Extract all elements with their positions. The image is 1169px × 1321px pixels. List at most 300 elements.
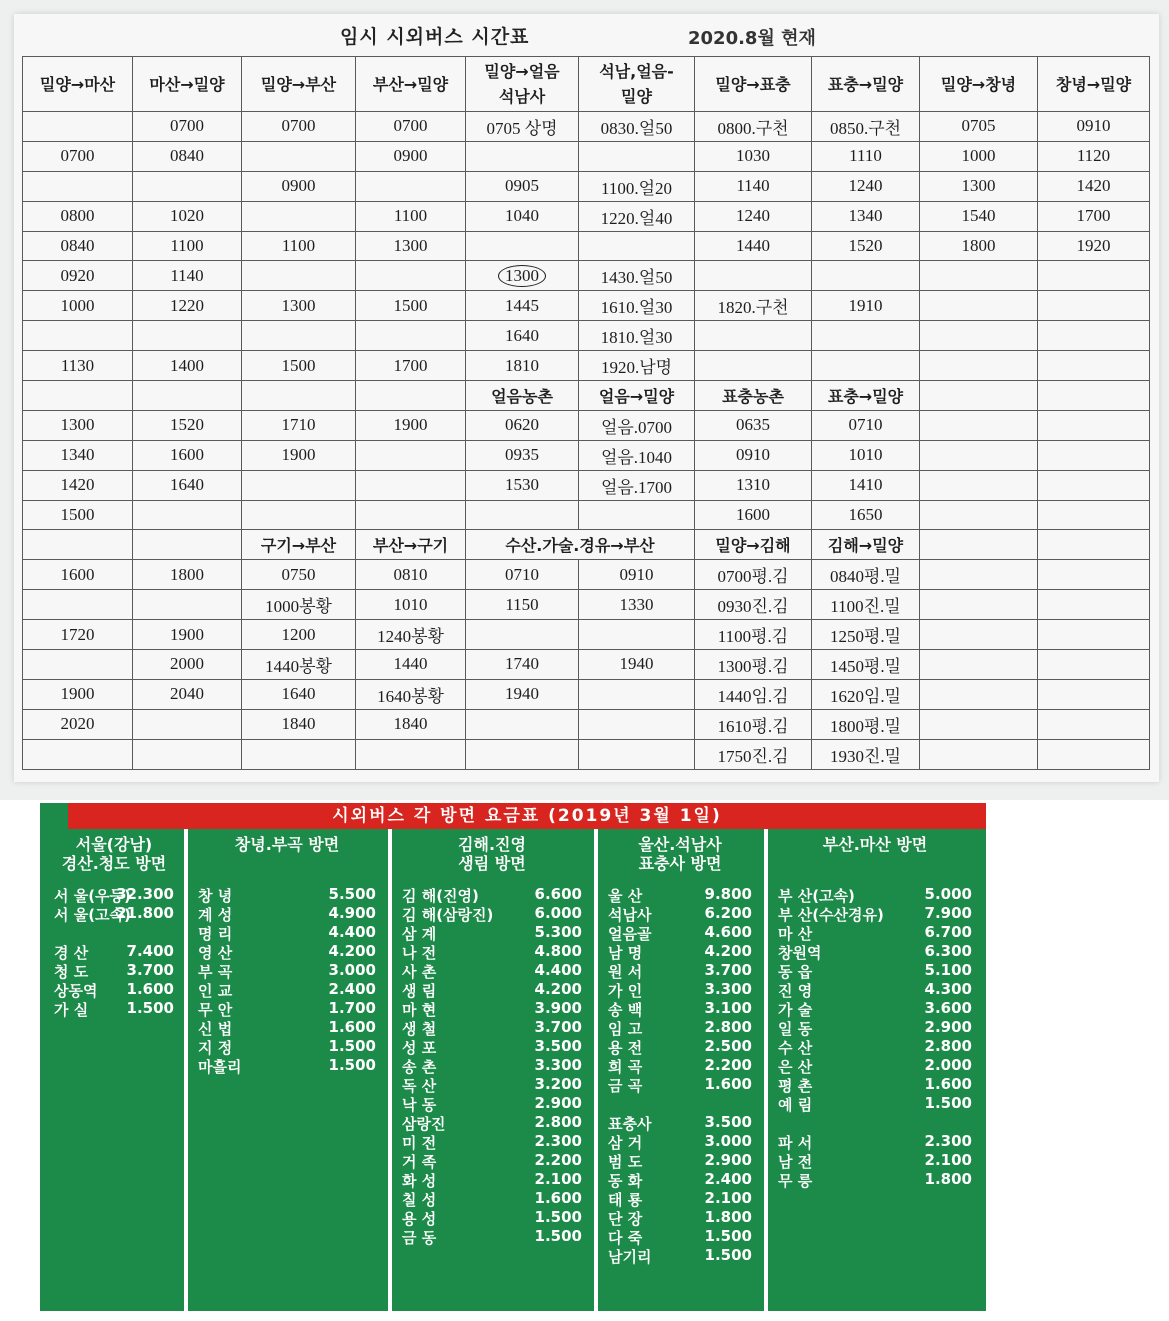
fare-destination: 울 산 [608, 887, 643, 905]
timetable-cell [356, 171, 466, 201]
fare-item [768, 980, 982, 999]
fare-item [188, 904, 386, 923]
fare-price: 3.500 [534, 1037, 582, 1055]
timetable-cell: 0705 상명 [466, 112, 579, 142]
timetable-cell: 1440임.김 [695, 679, 812, 709]
timetable-cell: 1420 [23, 470, 133, 500]
fare-price: 1.500 [328, 1037, 376, 1055]
fare-price: 2.400 [328, 980, 376, 998]
timetable-cell: 1000 [23, 291, 133, 321]
fare-item [768, 1170, 982, 1189]
fare-price: 3.000 [328, 961, 376, 979]
timetable-cell: 1840 [242, 709, 356, 739]
fare-item [768, 923, 982, 942]
timetable-header-cell: 밀양→얼음 석남사 [466, 57, 579, 112]
fare-destination: 김 해(삼랑진) [402, 906, 494, 924]
timetable-cell: 1150 [466, 590, 579, 620]
fare-destination: 상동역 [54, 982, 98, 1000]
fare-destination: 범 도 [608, 1153, 643, 1171]
fare-destination: 희 곡 [608, 1058, 643, 1076]
timetable-cell: 1600 [133, 440, 242, 470]
fare-item [598, 1170, 762, 1189]
timetable-row [23, 381, 1150, 411]
timetable-cell: 1650 [812, 500, 920, 530]
timetable-cell: 1300평.김 [695, 650, 812, 680]
timetable-cell [920, 620, 1038, 650]
fare-destination: 가 인 [608, 982, 643, 1000]
fare-destination: 부 곡 [198, 963, 233, 981]
timetable-cell: 2020 [23, 709, 133, 739]
fare-price: 1.700 [328, 999, 376, 1017]
timetable-cell: 1640 [242, 679, 356, 709]
fare-price: 4.200 [704, 942, 752, 960]
timetable-cell: 1640 [133, 470, 242, 500]
fare-destination: 창원역 [778, 944, 822, 962]
timetable-cell [1038, 470, 1150, 500]
fare-destination: 수 산 [778, 1039, 813, 1057]
fare-item [44, 923, 184, 942]
timetable-cell: 0840 [133, 141, 242, 171]
fare-price: 4.600 [704, 923, 752, 941]
fare-item [44, 980, 184, 999]
timetable-cell [920, 739, 1038, 769]
fare-destination: 남 전 [778, 1153, 813, 1171]
timetable-cell: 1300 [920, 171, 1038, 201]
timetable-cell: 얼음→밀양 [579, 381, 695, 411]
timetable-cell: 1240 [695, 201, 812, 231]
fare-price: 2.300 [924, 1132, 972, 1150]
fare-price: 4.200 [534, 980, 582, 998]
fare-destination: 청 도 [54, 963, 89, 981]
timetable-cell [812, 261, 920, 291]
timetable-cell [23, 650, 133, 680]
timetable-cell [1038, 530, 1150, 560]
timetable-cell: 1940 [466, 679, 579, 709]
fare-item [768, 1075, 982, 1094]
fare-destination: 생 림 [402, 982, 437, 1000]
timetable-row [23, 530, 1150, 560]
timetable-row [23, 679, 1150, 709]
timetable-cell: 0920 [23, 261, 133, 291]
timetable-cell: 1810.얼30 [579, 321, 695, 351]
fare-destination: 낙 동 [402, 1096, 437, 1114]
fare-destination: 금 곡 [608, 1077, 643, 1095]
fare-item [768, 961, 982, 980]
fare-item [188, 980, 386, 999]
fare-destination: 신 법 [198, 1020, 233, 1038]
timetable-cell: 0840 [23, 231, 133, 261]
timetable-cell [133, 381, 242, 411]
timetable-cell: 1910 [812, 291, 920, 321]
timetable-cell: 1810 [466, 351, 579, 381]
timetable-cell: 0705 [920, 112, 1038, 142]
timetable-cell: 1420 [1038, 171, 1150, 201]
fare-price: 5.500 [328, 885, 376, 903]
fare-destination: 영 산 [198, 944, 233, 962]
timetable-cell: 1220 [133, 291, 242, 321]
fare-price: 1.800 [924, 1170, 972, 1188]
timetable-cell: 1400 [133, 351, 242, 381]
fare-item [44, 942, 184, 961]
timetable-cell: 표충농촌 [695, 381, 812, 411]
timetable-cell: 1710 [242, 410, 356, 440]
timetable-cell: 1100 [133, 231, 242, 261]
timetable-cell: 1100 [356, 201, 466, 231]
fare-destination: 지 정 [198, 1039, 233, 1057]
fare-item [392, 1227, 592, 1246]
timetable-cell: 1140 [133, 261, 242, 291]
fare-destination: 마 산 [778, 925, 813, 943]
fare-price: 1.500 [328, 1056, 376, 1074]
timetable-cell [920, 351, 1038, 381]
fare-column-divider [764, 829, 768, 1311]
fare-price: 1.600 [534, 1189, 582, 1207]
timetable-cell [466, 261, 579, 291]
timetable-cell [242, 261, 356, 291]
fare-item [392, 1189, 592, 1208]
timetable-cell: 1220.얼40 [579, 201, 695, 231]
timetable-cell [579, 739, 695, 769]
fare-destination: 나 전 [402, 944, 437, 962]
timetable-cell [466, 141, 579, 171]
timetable-cell [695, 261, 812, 291]
fare-destination: 계 성 [198, 906, 233, 924]
timetable-header-cell: 밀양→부산 [242, 57, 356, 112]
timetable-cell: 1540 [920, 201, 1038, 231]
timetable-cell [579, 620, 695, 650]
timetable-cell [356, 321, 466, 351]
timetable-date: 2020.8월 현재 [688, 28, 816, 49]
fare-price: 4.900 [328, 904, 376, 922]
timetable-cell [579, 500, 695, 530]
timetable-cell [466, 709, 579, 739]
timetable-cell: 0750 [242, 560, 356, 590]
timetable-cell: 1140 [695, 171, 812, 201]
timetable-cell: 1640 [466, 321, 579, 351]
fare-item [392, 885, 592, 904]
timetable-cell: 0800 [23, 201, 133, 231]
fare-item [188, 923, 386, 942]
timetable-cell [356, 381, 466, 411]
timetable-cell: 1800평.밀 [812, 709, 920, 739]
timetable-cell: 얼음.0700 [579, 410, 695, 440]
fare-item [768, 885, 982, 904]
fare-column-divider [184, 829, 188, 1311]
fare-price: 3.700 [126, 961, 174, 979]
timetable-cell: 1920 [1038, 231, 1150, 261]
fare-list [598, 885, 762, 1265]
fare-price: 2.500 [704, 1037, 752, 1055]
fare-item [598, 942, 762, 961]
fare-price: 3.900 [534, 999, 582, 1017]
timetable-cell [1038, 709, 1150, 739]
timetable-cell: 1440 [356, 650, 466, 680]
fare-destination: 경 산 [54, 944, 89, 962]
timetable-cell: 1330 [579, 590, 695, 620]
fare-price: 2.100 [924, 1151, 972, 1169]
timetable-cell: 1200 [242, 620, 356, 650]
timetable-cell: 1030 [695, 141, 812, 171]
timetable-cell: 0620 [466, 410, 579, 440]
timetable-cell [466, 620, 579, 650]
timetable-cell: 1900 [356, 410, 466, 440]
fare-price: 7.900 [924, 904, 972, 922]
fare-item [44, 961, 184, 980]
timetable-cell [356, 739, 466, 769]
fare-price: 2.800 [704, 1018, 752, 1036]
timetable-cell: 1120 [1038, 141, 1150, 171]
timetable-row [23, 620, 1150, 650]
fare-price: 2.900 [924, 1018, 972, 1036]
fare-price: 3.300 [704, 980, 752, 998]
fare-price: 3.500 [704, 1113, 752, 1131]
fare-price: 6.300 [924, 942, 972, 960]
timetable-cell [133, 171, 242, 201]
fare-destination: 부 산(고속) [778, 887, 855, 905]
timetable-cell [133, 321, 242, 351]
fare-item [392, 1132, 592, 1151]
timetable-cell [1038, 410, 1150, 440]
fare-column [44, 829, 184, 1311]
fare-price: 2.100 [704, 1189, 752, 1207]
timetable-row [23, 171, 1150, 201]
fare-price: 2.800 [534, 1113, 582, 1131]
fare-item [188, 942, 386, 961]
timetable-cell [133, 500, 242, 530]
timetable-cell [23, 381, 133, 411]
timetable-cell: 1610평.김 [695, 709, 812, 739]
fare-price: 2.900 [534, 1094, 582, 1112]
fare-price: 6.000 [534, 904, 582, 922]
timetable-cell: 0850.구천 [812, 112, 920, 142]
timetable-row [23, 112, 1150, 142]
fare-destination: 예 림 [778, 1096, 813, 1114]
fare-destination: 다 죽 [608, 1229, 643, 1247]
circled-time: 1300 [498, 265, 546, 287]
fare-column-heading: 부산.마산 방면 [822, 835, 928, 854]
fare-price: 6.600 [534, 885, 582, 903]
timetable-cell [920, 560, 1038, 590]
timetable-cell [920, 440, 1038, 470]
fare-column-heading: 창녕.부곡 방면 [234, 835, 340, 854]
fare-item [188, 1056, 386, 1075]
timetable-cell [1038, 291, 1150, 321]
timetable-cell: 1700 [356, 351, 466, 381]
timetable-cell: 1720 [23, 620, 133, 650]
timetable-cell [920, 500, 1038, 530]
timetable-cell [242, 470, 356, 500]
timetable-cell: 1700 [1038, 201, 1150, 231]
timetable-cell [579, 231, 695, 261]
fare-item [392, 961, 592, 980]
timetable-cell: 구기→부산 [242, 530, 356, 560]
timetable-cell: 1310 [695, 470, 812, 500]
timetable-cell: 얼음.1700 [579, 470, 695, 500]
timetable-cell [1038, 620, 1150, 650]
fare-destination: 파 서 [778, 1134, 813, 1152]
fare-price: 6.200 [704, 904, 752, 922]
timetable-row [23, 201, 1150, 231]
fare-price: 5.100 [924, 961, 972, 979]
timetable-cell: 1750진.김 [695, 739, 812, 769]
timetable-cell: 0910 [695, 440, 812, 470]
timetable-cell [920, 650, 1038, 680]
timetable-cell: 1100진.밀 [812, 590, 920, 620]
timetable-row [23, 231, 1150, 261]
timetable-cell: 1240봉황 [356, 620, 466, 650]
timetable-cell: 1600 [695, 500, 812, 530]
fare-destination: 원 서 [608, 963, 643, 981]
timetable-cell: 0910 [1038, 112, 1150, 142]
timetable-row [23, 500, 1150, 530]
timetable-cell: 1445 [466, 291, 579, 321]
fare-item [768, 1018, 982, 1037]
fare-price: 1.600 [126, 980, 174, 998]
fare-destination: 서 울(우등) [54, 887, 131, 905]
timetable-row [23, 141, 1150, 171]
fare-item [768, 1056, 982, 1075]
timetable-cell: 1520 [812, 231, 920, 261]
fare-destination: 서 울(고속) [54, 906, 131, 924]
fare-destination: 남 명 [608, 944, 643, 962]
fare-item [768, 1094, 982, 1113]
fare-destination: 미 전 [402, 1134, 437, 1152]
timetable-row [23, 560, 1150, 590]
timetable-row [23, 321, 1150, 351]
fare-price: 3.300 [534, 1056, 582, 1074]
fare-list [44, 885, 184, 1018]
timetable-row [23, 590, 1150, 620]
timetable-cell: 1000 [920, 141, 1038, 171]
fare-destination: 삼랑진 [402, 1115, 446, 1133]
fare-column [392, 829, 592, 1311]
fare-item [392, 999, 592, 1018]
fare-item [392, 1075, 592, 1094]
timetable-cell [466, 500, 579, 530]
timetable-cell: 1410 [812, 470, 920, 500]
timetable-cell [1038, 560, 1150, 590]
timetable-cell [920, 470, 1038, 500]
fare-destination: 동 읍 [778, 963, 813, 981]
fare-item [392, 1170, 592, 1189]
fare-column-divider [388, 829, 392, 1311]
timetable-cell [920, 381, 1038, 411]
timetable-cell: 0900 [242, 171, 356, 201]
timetable-cell [242, 141, 356, 171]
fare-destination: 평 촌 [778, 1077, 813, 1095]
timetable-cell: 1800 [133, 560, 242, 590]
timetable-row [23, 650, 1150, 680]
timetable-cell: 1620임.밀 [812, 679, 920, 709]
timetable-cell: 0840평.밀 [812, 560, 920, 590]
timetable-row [23, 261, 1150, 291]
fare-price: 4.800 [534, 942, 582, 960]
fare-destination: 표충사 [608, 1115, 652, 1133]
timetable-cell [23, 739, 133, 769]
timetable-cell: 1240 [812, 171, 920, 201]
fare-item [768, 1132, 982, 1151]
timetable-cell: 1940 [579, 650, 695, 680]
timetable-cell: 0710 [466, 560, 579, 590]
timetable-cell [1038, 679, 1150, 709]
fare-price: 1.600 [924, 1075, 972, 1093]
fare-destination: 얼음골 [608, 925, 652, 943]
timetable-cell [23, 171, 133, 201]
fare-destination: 마 현 [402, 1001, 437, 1019]
fare-destination: 인 교 [198, 982, 233, 1000]
fare-destination: 송 백 [608, 1001, 643, 1019]
fare-price: 3.700 [704, 961, 752, 979]
fare-list [392, 885, 592, 1246]
timetable-header-cell: 석남,얼음- 밀양 [579, 57, 695, 112]
timetable-cell: 1610.얼30 [579, 291, 695, 321]
fare-item [392, 1056, 592, 1075]
timetable-cell: 1010 [812, 440, 920, 470]
timetable-row [23, 739, 1150, 769]
fare-item [598, 1189, 762, 1208]
timetable-cell: 1640봉황 [356, 679, 466, 709]
fare-price: 2.100 [534, 1170, 582, 1188]
fare-destination: 은 산 [778, 1058, 813, 1076]
timetable-cell: 1100.얼20 [579, 171, 695, 201]
fare-price: 32.300 [116, 885, 174, 903]
timetable-cell [242, 500, 356, 530]
timetable-cell: 0910 [579, 560, 695, 590]
fare-price: 1.500 [704, 1246, 752, 1264]
timetable-cell [466, 231, 579, 261]
fare-destination: 진 영 [778, 982, 813, 1000]
fare-destination: 단 장 [608, 1210, 643, 1228]
fare-item [598, 1208, 762, 1227]
fare-destination: 남기리 [608, 1248, 652, 1266]
timetable-row [23, 470, 1150, 500]
fare-item [598, 885, 762, 904]
timetable-cell: 0635 [695, 410, 812, 440]
fare-item [598, 1075, 762, 1094]
timetable-cell: 0905 [466, 171, 579, 201]
fare-item [598, 1246, 762, 1265]
timetable-cell: 2040 [133, 679, 242, 709]
fare-item [598, 1151, 762, 1170]
timetable-cell [1038, 739, 1150, 769]
fare-item [768, 999, 982, 1018]
fare-item [598, 1227, 762, 1246]
fare-item [188, 999, 386, 1018]
fare-destination: 송 촌 [402, 1058, 437, 1076]
fare-price: 4.400 [534, 961, 582, 979]
fare-price: 2.200 [704, 1056, 752, 1074]
fare-item [598, 1018, 762, 1037]
timetable-cell: 1340 [23, 440, 133, 470]
timetable-cell: 1500 [356, 291, 466, 321]
timetable-cell [695, 351, 812, 381]
timetable-cell: 1100 [242, 231, 356, 261]
timetable-header-cell: 마산→밀양 [133, 57, 242, 112]
fare-item [598, 1113, 762, 1132]
timetable-cell: 1520 [133, 410, 242, 440]
timetable-cell [1038, 351, 1150, 381]
fare-destination: 무 안 [198, 1001, 233, 1019]
timetable-cell: 1500 [23, 500, 133, 530]
timetable-row [23, 410, 1150, 440]
timetable-cell [1038, 381, 1150, 411]
timetable-cell [23, 530, 133, 560]
timetable-cell [133, 530, 242, 560]
timetable-cell: 0800.구천 [695, 112, 812, 142]
timetable-cell: 0700 [23, 141, 133, 171]
fare-price: 1.500 [126, 999, 174, 1017]
fare-price: 2.000 [924, 1056, 972, 1074]
